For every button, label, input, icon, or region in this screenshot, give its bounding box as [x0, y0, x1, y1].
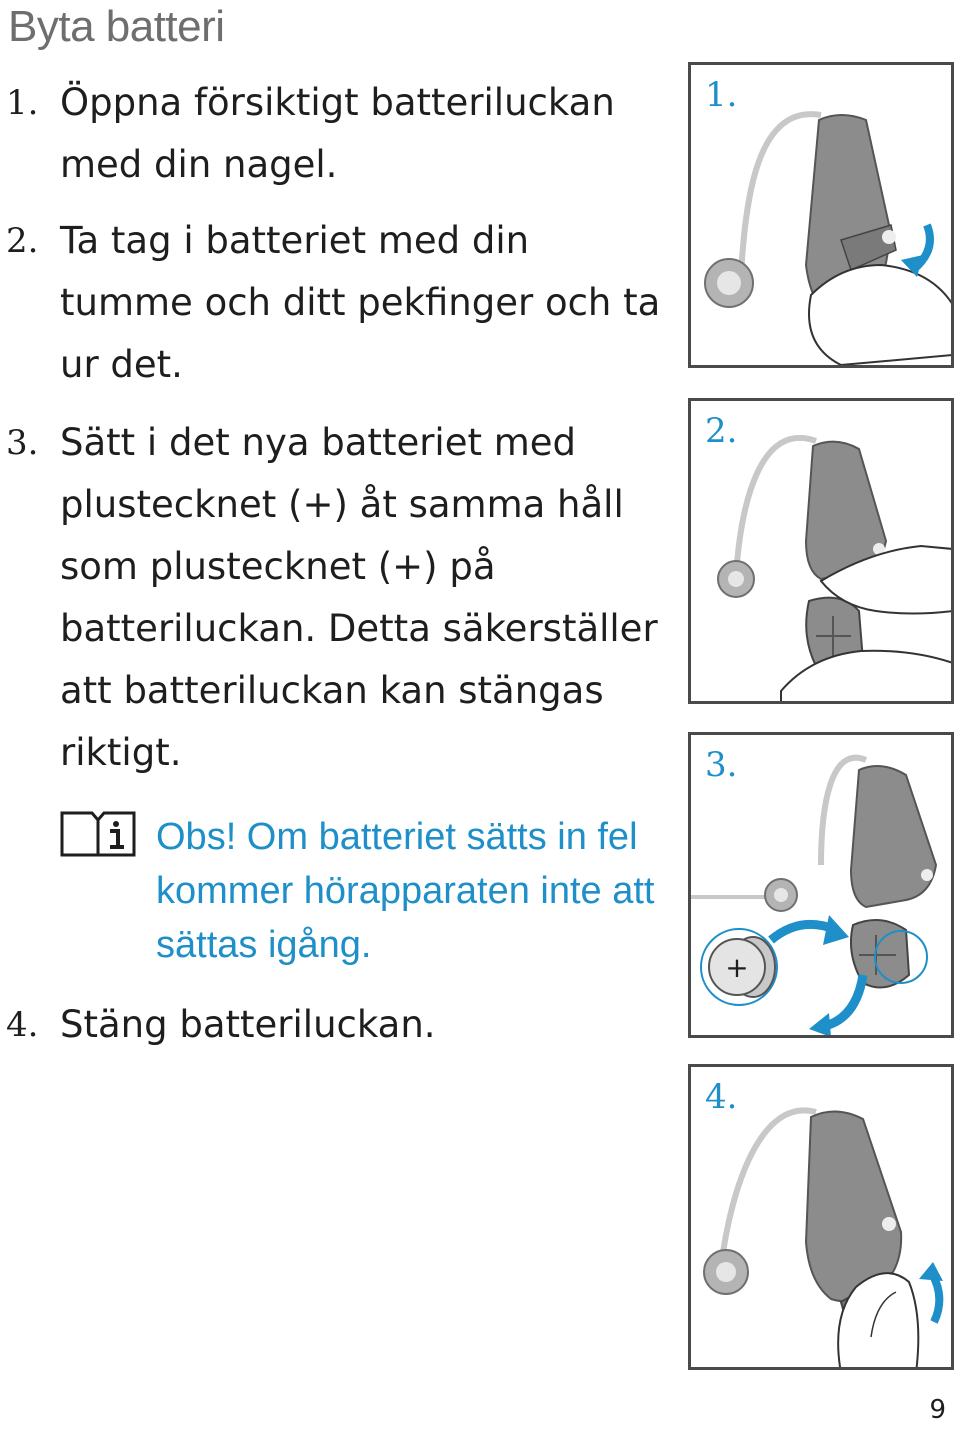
figure-label: 1.	[705, 75, 738, 115]
figure-label: 2.	[705, 411, 738, 451]
info-book-icon	[58, 810, 138, 860]
battery-plus-symbol: +	[725, 951, 749, 984]
hearing-aid-open-door-icon	[691, 65, 954, 368]
step-number: 2.	[6, 221, 39, 261]
step-number: 3.	[6, 423, 39, 463]
step-1	[0, 72, 665, 202]
figure-1	[688, 62, 954, 368]
page-title: Byta batteri	[8, 2, 225, 51]
step-text: Öppna försiktigt batteriluckan med din nagel.	[60, 81, 615, 186]
note-text: Obs! Om batteriet sätts in fel kommer hörapparaten inte att sättas igång.	[156, 816, 655, 966]
step-text: Stäng batteriluckan.	[60, 1003, 436, 1046]
step-3	[0, 412, 665, 792]
step-text: Ta tag i batteriet med din tumme och ditt pekfinger och ta ur det.	[60, 219, 661, 386]
step-2	[0, 210, 665, 405]
step-text: Sätt i det nya batteriet med plustecknet (+) åt samma håll som plustecknet (+) på batteriluckan. Detta säkerställer att batteriluckan kan stängas riktigt.	[60, 421, 658, 774]
step-number: 4.	[6, 1005, 39, 1045]
figure-label: 4.	[705, 1077, 738, 1117]
figure-label: 3.	[705, 745, 738, 785]
figure-3	[688, 732, 954, 1038]
note-box	[58, 810, 668, 970]
figure-2	[688, 398, 954, 704]
hearing-aid-remove-battery-icon	[691, 401, 954, 704]
page-number: 9	[929, 1395, 946, 1425]
hearing-aid-close-door-icon	[691, 1067, 954, 1370]
step-4	[0, 994, 665, 1056]
step-number: 1.	[6, 83, 39, 123]
hearing-aid-insert-battery-icon	[691, 735, 954, 1038]
figure-4	[688, 1064, 954, 1370]
